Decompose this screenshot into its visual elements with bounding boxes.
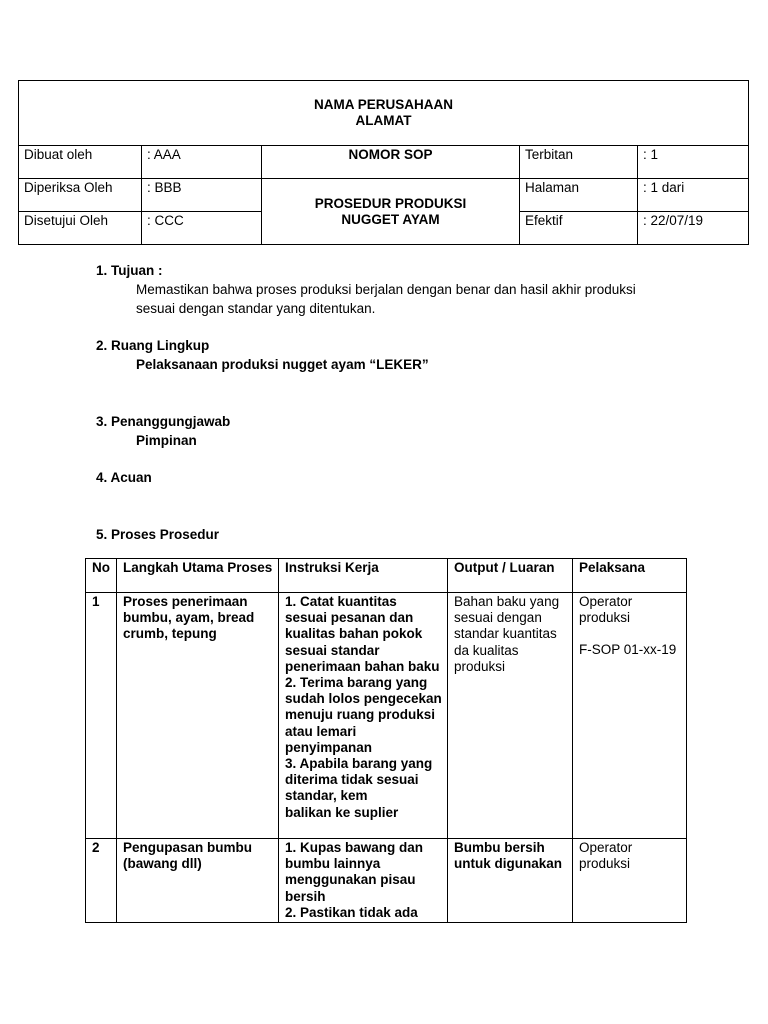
procedure-table-header — [86, 559, 687, 593]
row-instruction: 1. Kupas bawang dan bumbu lainnya menggunakan pisau bersih 2. Pastikan tidak ada — [279, 839, 448, 923]
col-header-step: Langkah Utama Proses — [117, 559, 279, 593]
row-no: 2 — [86, 839, 117, 923]
col-header-no: No — [86, 559, 117, 593]
section-responsible-title: 3. Penanggungjawab — [96, 414, 231, 429]
table-row — [86, 593, 687, 839]
row-executor-name: Operator produksi — [579, 840, 633, 872]
purpose-line-1: Memastikan bahwa proses produksi berjalan dengan benar dan hasil akhir produksi — [136, 282, 636, 297]
created-by-value: : AAA — [142, 146, 262, 179]
checked-by-value: : BBB — [142, 179, 262, 212]
edition-value: : 1 — [638, 146, 749, 179]
table-row — [86, 839, 687, 923]
checked-by-label: Diperiksa Oleh — [19, 179, 142, 212]
section-procedure-title: 5. Proses Prosedur — [96, 527, 220, 542]
procedure-title-line-1: PROSEDUR PRODUKSI — [314, 196, 467, 211]
effective-label: Efektif — [520, 212, 638, 245]
row-output: Bahan baku yang sesuai dengan standar kuantitas da kualitas produksi — [448, 593, 573, 839]
row-executor-name: Operator produksi — [579, 594, 633, 626]
section-responsible-text: Pimpinan — [136, 433, 197, 448]
col-header-executor: Pelaksana — [573, 559, 687, 593]
section-reference-title: 4. Acuan — [96, 470, 152, 485]
row-step: Pengupasan bumbu (bawang dll) — [117, 839, 279, 923]
company-header — [19, 81, 749, 146]
section-scope-title: 2. Ruang Lingkup — [96, 338, 210, 353]
row-output: Bumbu bersih untuk digunakan — [448, 839, 573, 923]
row-executor — [573, 839, 687, 923]
section-scope-text: Pelaksanaan produksi nugget ayam “LEKER” — [136, 357, 429, 372]
col-header-instruction: Instruksi Kerja — [279, 559, 448, 593]
company-name: NAMA PERUSAHAAN — [314, 97, 454, 112]
sop-header-table — [18, 80, 749, 245]
created-by-label: Dibuat oleh — [19, 146, 142, 179]
procedure-title-line-2: NUGGET AYAM — [341, 212, 440, 227]
page-value: : 1 dari — [638, 179, 749, 212]
row-executor-ref: F-SOP 01-xx-19 — [579, 642, 677, 658]
section-purpose-title: 1. Tujuan : — [96, 263, 163, 278]
sop-number-label: NOMOR SOP — [262, 146, 520, 179]
row-step: Proses penerimaan bumbu, ayam, bread crumb, tepung — [117, 593, 279, 839]
procedure-title — [262, 179, 520, 245]
purpose-line-2: sesuai dengan standar yang ditentukan. — [136, 301, 376, 316]
procedure-table — [85, 558, 687, 923]
row-executor — [573, 593, 687, 839]
page-label: Halaman — [520, 179, 638, 212]
approved-by-label: Disetujui Oleh — [19, 212, 142, 245]
company-address: ALAMAT — [355, 113, 412, 128]
section-purpose-text — [136, 280, 636, 318]
edition-label: Terbitan — [520, 146, 638, 179]
row-no: 1 — [86, 593, 117, 839]
row-instruction: 1. Catat kuantitas sesuai pesanan dan kualitas bahan pokok sesuai standar penerimaan bahan baku 2. Terima barang yang sudah lolos pengecekan menuju ruang produksi atau lemari penyimpanan 3. Apabila barang yang diterima tidak sesuai standar, kem balikan ke suplier — [279, 593, 448, 839]
effective-value: : 22/07/19 — [638, 212, 749, 245]
approved-by-value: : CCC — [142, 212, 262, 245]
col-header-output: Output / Luaran — [448, 559, 573, 593]
